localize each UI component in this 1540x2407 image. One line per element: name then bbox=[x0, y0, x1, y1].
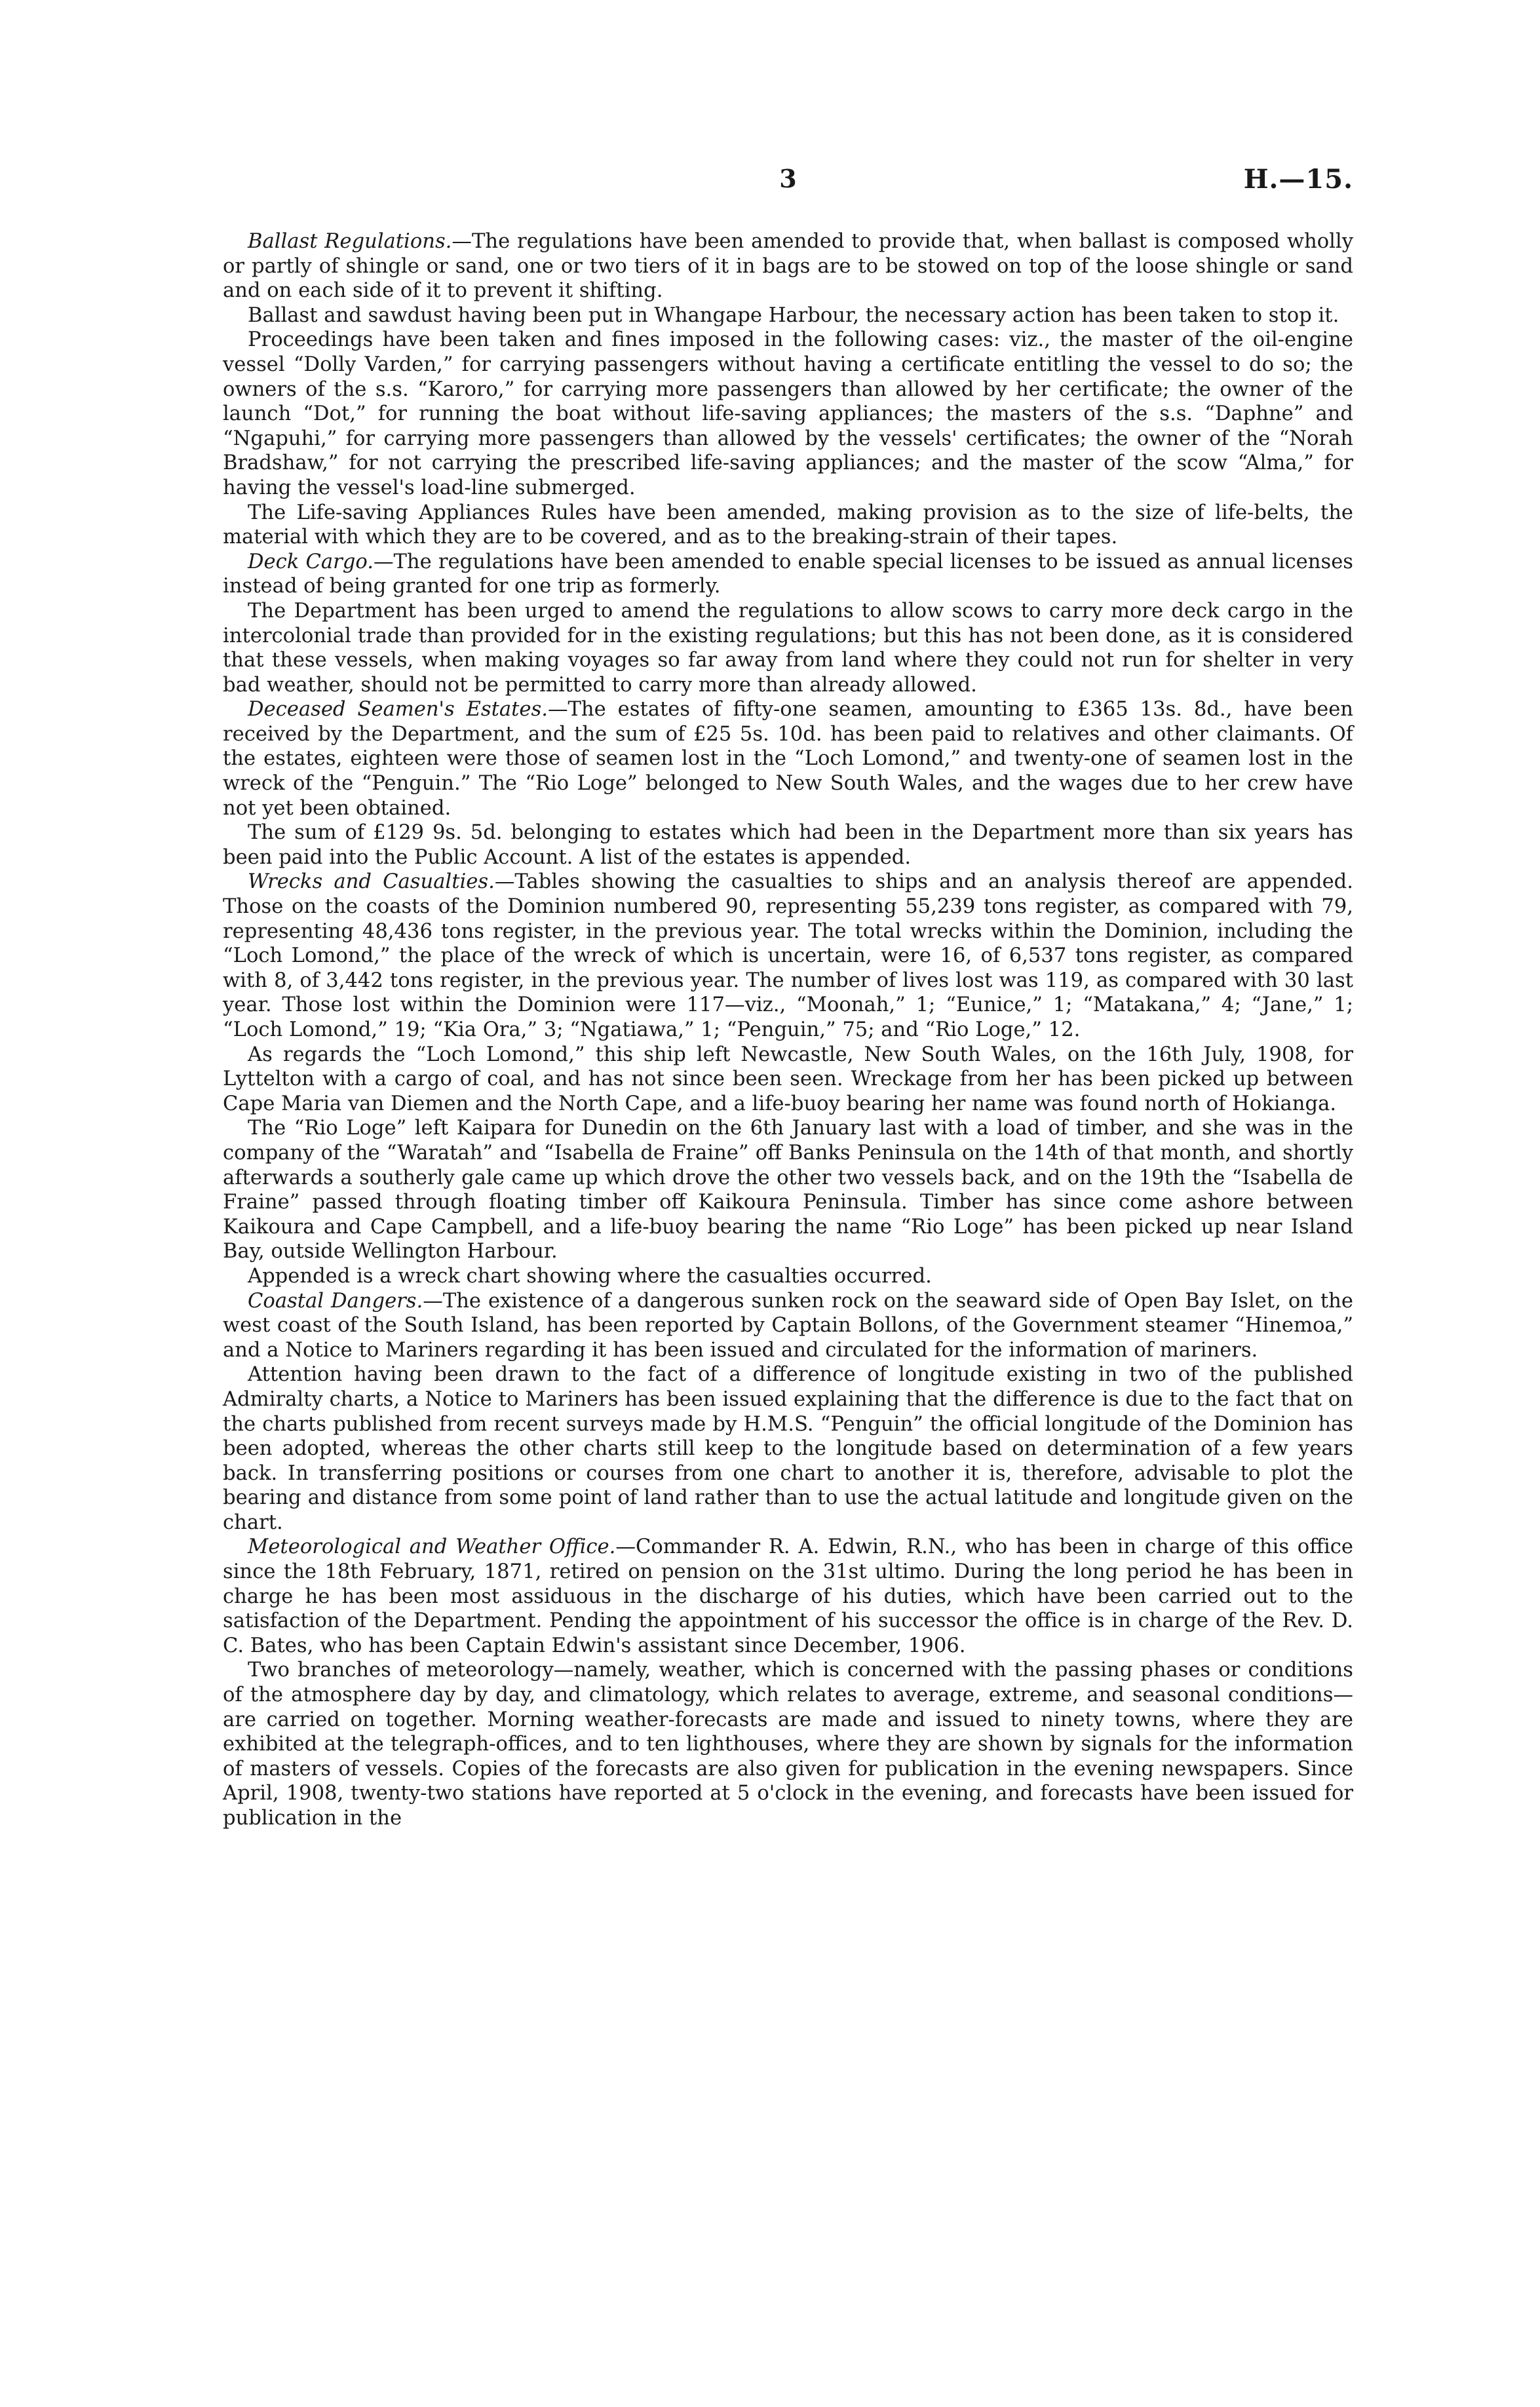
paragraph bbox=[223, 501, 1353, 550]
paragraph-text: —The regulations have been amended to enable special licenses to be issued as annual licenses instead of being granted for one trip as formerly. bbox=[223, 550, 1353, 598]
paragraph-text: The “Rio Loge” left Kaipara for Dunedin on the 6th January last with a load of timber, and she was in the company of the “Waratah” and “Isabella de Fraine” off Banks Peninsula on the 14th of that month, and shortly afterwards a southerly gale came up which drove the other two vessels back, and on the 19th the “Isabella de Fraine” passed through floating timber off Kaikoura Peninsula. Timber has since come ashore between Kaikoura and Cape Campbell, and a life-buoy bearing the name “Rio Loge” has been picked up near Island Bay, outside Wellington Harbour. bbox=[223, 1117, 1353, 1263]
paragraph-deck-cargo bbox=[223, 550, 1353, 599]
paragraph-ballast-regulations bbox=[223, 229, 1353, 303]
paragraph-deceased-seamens-estates bbox=[223, 697, 1353, 820]
paragraph bbox=[223, 1043, 1353, 1117]
paragraph-text: —Tables showing the casualties to ships and an analysis thereof are appended. Those on the coasts of the Dominion numbered 90, representing 55,239 tons register, as compared with 79, representing 48,436 tons register, in the previous year. The total wrecks within the Dominion, including the “Loch Lomond,” the place of the wreck of which is uncertain, were 16, of 6,537 tons register, as compared with 8, of 3,442 tons register, in the previous year. The number of lives lost was 119, as compared with 30 last year. Those lost within the Dominion were 117—viz., “Moonah,” 1; “Eunice,” 1; “Matakana,” 4; “Jane,” 1; “Loch Lomond,” 19; “Kia Ora,” 3; “Ngatiawa,” 1; “Penguin,” 75; and “Rio Loge,” 12. bbox=[223, 870, 1353, 1041]
section-heading: Deceased Seamen's Estates. bbox=[248, 698, 548, 722]
section-heading: Wrecks and Casualties. bbox=[248, 870, 495, 894]
section-heading: Meteorological and Weather Office. bbox=[248, 1535, 616, 1559]
paragraph-text: Two branches of meteorology—namely, weather, which is concerned with the passing phases or conditions of the atmosphere day by day, and climatology, which relates to average, extreme, and seasonal conditions—are carried on together. Morning weather-forecasts are made and issued to ninety towns, where they are exhibited at the telegraph-offices, and to ten lighthouses, where they are shown by signals for the information of masters of vessels. Copies of the forecasts are also given for publication in the evening newspapers. Since April, 1908, twenty-two stations have reported at 5 o'clock in the evening, and forecasts have been issued for publication in the bbox=[223, 1659, 1353, 1830]
paragraph bbox=[223, 1116, 1353, 1264]
paragraph-text: —The existence of a dangerous sunken rock on the seaward side of Open Bay Islet, on the west coast of the South Island, has been reported by Captain Bollons, of the Government steamer “Hinemoa,” and a Notice to Mariners regarding it has been issued and circulated for the information of mariners. bbox=[223, 1289, 1353, 1362]
paragraph-coastal-dangers bbox=[223, 1289, 1353, 1363]
paragraph-text: The Life-saving Appliances Rules have been amended, making provision as to the size of life-belts, the material with which they are to be covered, and as to the breaking-strain of their tapes. bbox=[223, 501, 1353, 549]
section-heading: Deck Cargo. bbox=[248, 550, 374, 573]
paper-reference: H.—15. bbox=[1243, 164, 1353, 195]
paragraph-meteorological-office bbox=[223, 1535, 1353, 1658]
page-number: 3 bbox=[779, 164, 797, 193]
paragraph-text: Ballast and sawdust having been put in Whangape Harbour, the necessary action has been taken to stop it. bbox=[248, 303, 1339, 327]
paragraph-text: —The regulations have been amended to provide that, when ballast is composed wholly or partly of shingle or sand, one or two tiers of it in bags are to be stowed on top of the loose shingle or sand and on each side of it to prevent it shifting. bbox=[223, 230, 1353, 303]
paragraph-text: —Commander R. A. Edwin, R.N., who has been in charge of this office since the 18th February, 1871, retired on pension on the 31st ultimo. During the long period he has been in charge he has been most assiduous in the discharge of his duties, which have been carried out to the satisfaction of the Department. Pending the appointment of his successor the office is in charge of the Rev. D. C. Bates, who has been Captain Edwin's assistant since December, 1906. bbox=[223, 1535, 1353, 1657]
paragraph bbox=[223, 303, 1353, 328]
paragraph bbox=[223, 599, 1353, 697]
paragraph bbox=[223, 1362, 1353, 1535]
paragraph-text: Proceedings have been taken and fines imposed in the following cases: viz., the master of the oil-engine vessel “Dolly Varden,” for carrying passengers without having a certificate entitling the vessel to do so; the owners of the s.s. “Karoro,” for carrying more passengers than allowed by her certificate; the owner of the launch “Dot,” for running the boat without life-saving appliances; the masters of the s.s. “Daphne” and “Ngapuhi,” for carrying more passengers than allowed by the vessels' certificates; the owner of the “Norah Bradshaw,” for not carrying the prescribed life-saving appliances; and the master of the scow “Alma,” for having the vessel's load-line submerged. bbox=[223, 328, 1353, 499]
paragraph bbox=[223, 820, 1353, 870]
section-heading: Ballast Regulations. bbox=[248, 230, 452, 253]
paragraph bbox=[223, 1264, 1353, 1289]
body-text bbox=[223, 229, 1353, 1831]
paragraph-text: The Department has been urged to amend the regulations to allow scows to carry more deck cargo in the intercolonial trade than provided for in the existing regulations; but this has not been done, as it is considered that these vessels, when making voyages so far away from land where they could not run for shelter in very bad weather, should not be permitted to carry more than already allowed. bbox=[223, 599, 1353, 697]
paragraph-text: Appended is a wreck chart showing where the casualties occurred. bbox=[248, 1264, 932, 1288]
paragraph bbox=[223, 328, 1353, 500]
section-heading: Coastal Dangers. bbox=[248, 1289, 423, 1313]
paragraph-wrecks-and-casualties bbox=[223, 870, 1353, 1042]
paragraph bbox=[223, 1658, 1353, 1830]
paragraph-text: —The estates of fifty-one seamen, amounting to £365 13s. 8d., have been received by the Department, and the sum of £25 5s. 10d. has been paid to relatives and other claimants. Of the estates, eighteen were those of seamen lost in the “Loch Lomond,” and twenty-one of seamen lost in the wreck of the “Penguin.” The “Rio Loge” belonged to New South Wales, and the wages due to her crew have not yet been obtained. bbox=[223, 698, 1354, 820]
paragraph-text: Attention having been drawn to the fact of a difference of longitude existing in two of the published Admiralty charts, a Notice to Mariners has been issued explaining that the difference is due to the fact that on the charts published from recent surveys made by H.M.S. “Penguin” the official longitude of the Dominion has been adopted, whereas the other charts still keep to the longitude based on determination of a few years back. In transferring positions or courses from one chart to another it is, therefore, advisable to plot the bearing and distance from some point of land rather than to use the actual latitude and longitude given on the chart. bbox=[223, 1363, 1353, 1534]
page-header bbox=[223, 164, 1353, 203]
paragraph-text: The sum of £129 9s. 5d. belonging to estates which had been in the Department more than six years has been paid into the Public Account. A list of the estates is appended. bbox=[223, 821, 1353, 869]
paragraph-text: As regards the “Loch Lomond,” this ship left Newcastle, New South Wales, on the 16th July, 1908, for Lyttelton with a cargo of coal, and has not since been seen. Wreckage from her has been picked up between Cape Maria van Diemen and the North Cape, and a life-buoy bearing her name was found north of Hokianga. bbox=[223, 1043, 1353, 1115]
